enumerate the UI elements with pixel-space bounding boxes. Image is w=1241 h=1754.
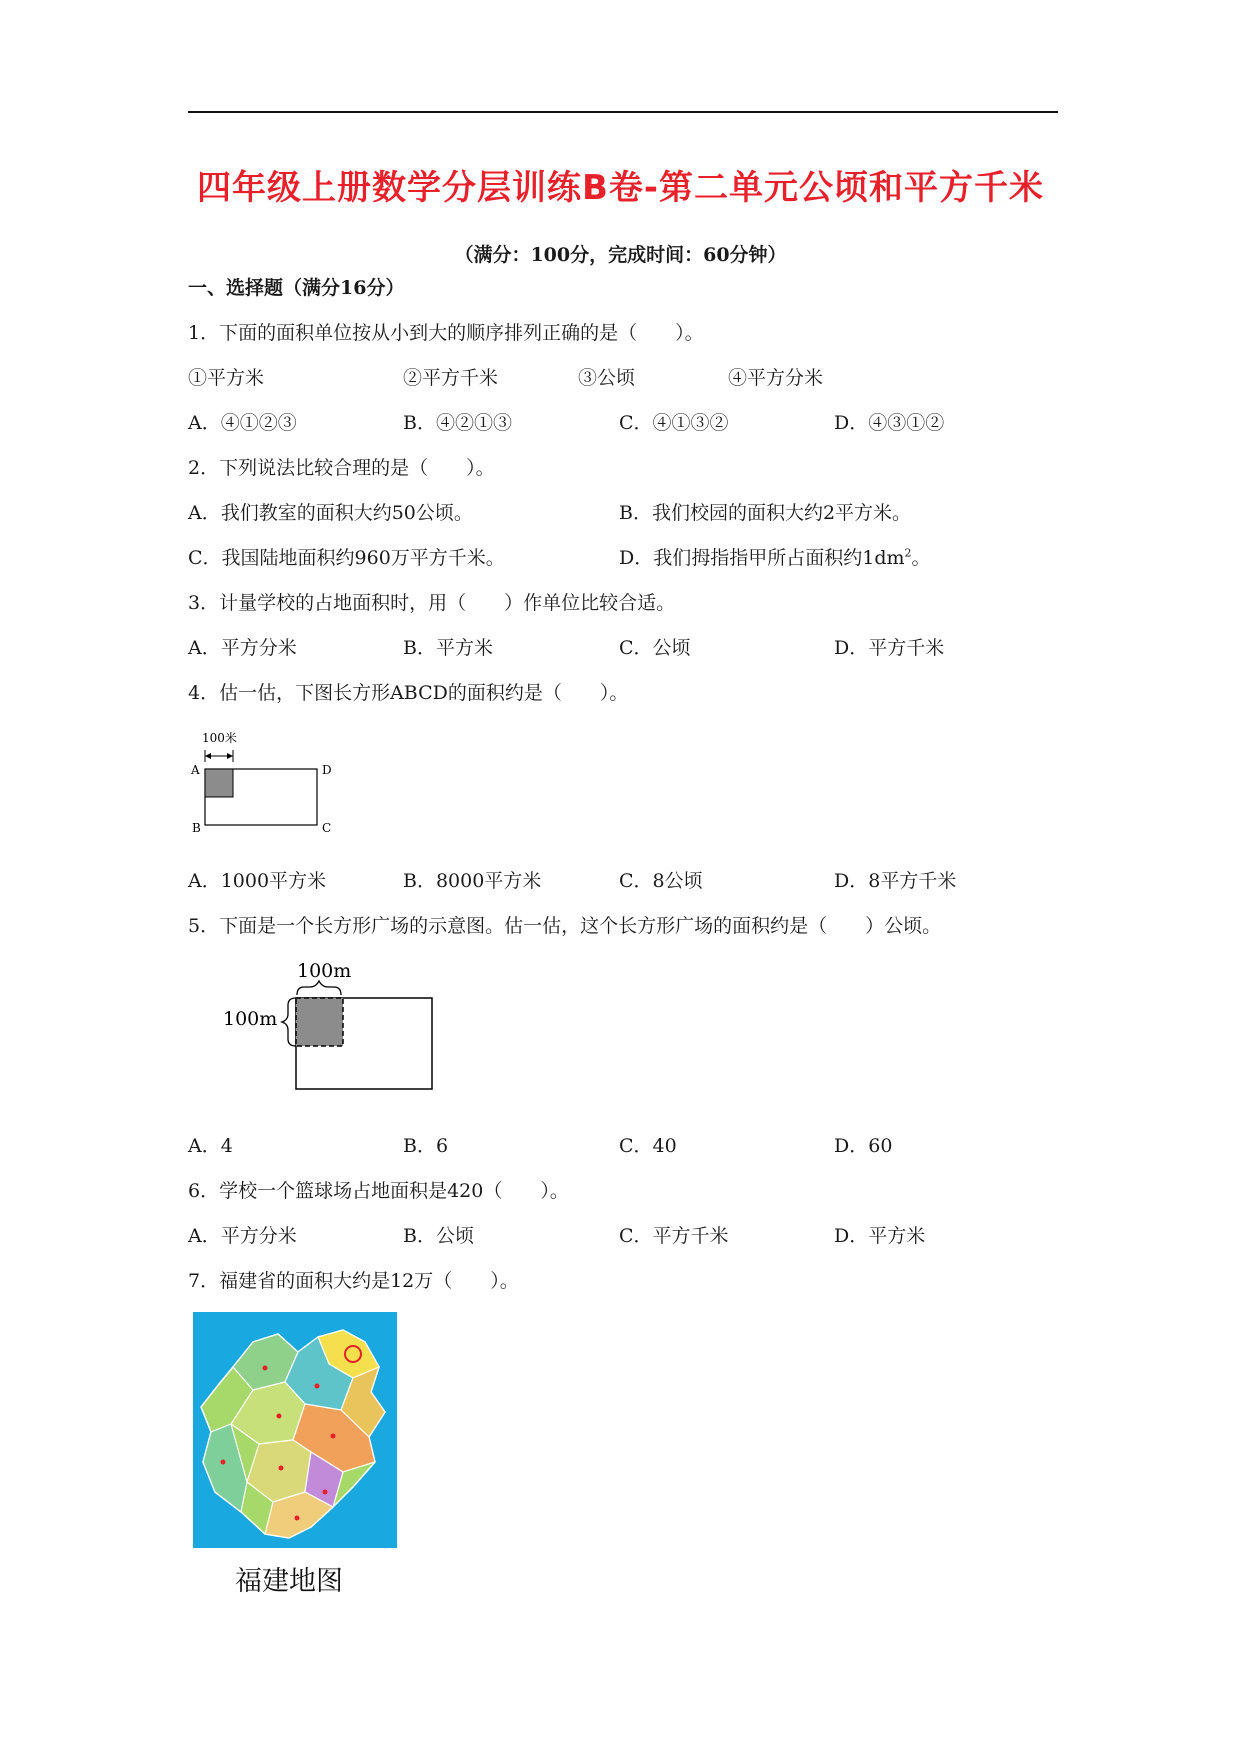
q1-item-1: ①平方米 [188, 367, 265, 389]
page-subtitle: （满分：100分，完成时间：60分钟） [454, 244, 787, 266]
corner-c: C [322, 821, 332, 835]
q4-option-d[interactable]: D．8平方千米 [834, 870, 957, 892]
q4-option-b[interactable]: B．8000平方米 [403, 870, 542, 892]
q2-option-d-end: 。 [911, 547, 931, 569]
scale-label: 100米 [202, 731, 237, 745]
q5-option-b[interactable]: B．6 [403, 1135, 449, 1157]
shaded-square [205, 769, 233, 797]
q2-option-d[interactable] [619, 543, 931, 570]
q1-item-3: ③公顷 [578, 367, 636, 389]
q2-option-a[interactable]: A．我们教室的面积大约50公顷。 [188, 502, 473, 524]
q2-option-d-text: D．我们拇指指甲所占面积约1dm [619, 547, 905, 569]
q6-option-d[interactable]: D．平方米 [834, 1225, 926, 1247]
q1-item-2: ②平方千米 [403, 367, 499, 389]
question-4-stem: 4．估一估，下图长方形ABCD的面积约是（ ）。 [188, 682, 629, 704]
question-3-stem: 3．计量学校的占地面积时，用（ ）作单位比较合适。 [188, 592, 676, 614]
q3-option-d[interactable]: D．平方千米 [834, 637, 945, 659]
q3-option-b[interactable]: B．平方米 [403, 637, 493, 659]
q6-option-a[interactable]: A．平方分米 [188, 1225, 297, 1247]
map-caption: 福建地图 [235, 1566, 343, 1597]
q3-option-a[interactable]: A．平方分米 [188, 637, 297, 659]
q5-option-c[interactable]: C．40 [619, 1135, 677, 1157]
hectare-square [296, 998, 343, 1046]
scale-arrow-right-head [227, 753, 233, 759]
q5-option-d[interactable]: D．60 [834, 1135, 893, 1157]
q1-option-c[interactable]: C．④①③② [619, 412, 729, 434]
corner-a: A [191, 763, 200, 777]
rectangle-abcd-figure [188, 728, 338, 838]
q4-option-c[interactable]: C．8公顷 [619, 870, 703, 892]
q6-option-b[interactable]: B．公顷 [403, 1225, 474, 1247]
q1-option-b[interactable]: B．④②①③ [403, 412, 512, 434]
header-rule [188, 111, 1058, 113]
square-plaza-figure [220, 955, 440, 1105]
q6-option-c[interactable]: C．平方千米 [619, 1225, 729, 1247]
q1-item-4: ④平方分米 [728, 367, 824, 389]
question-6-stem: 6．学校一个篮球场占地面积是420（ ）。 [188, 1180, 569, 1202]
question-2-stem: 2．下列说法比较合理的是（ ）。 [188, 457, 495, 479]
q2-option-b[interactable]: B．我们校园的面积大约2平方米。 [619, 502, 912, 524]
q2-option-d-superscript: 2 [904, 546, 912, 560]
q5-option-a[interactable]: A．4 [188, 1135, 233, 1157]
top-length-label: 100m [297, 960, 352, 982]
scale-arrow-left-head [205, 753, 211, 759]
section-heading: 一、选择题（满分16分） [188, 277, 405, 299]
q3-option-c[interactable]: C．公顷 [619, 637, 691, 659]
corner-d: D [322, 763, 332, 777]
side-brace [282, 998, 296, 1046]
question-1-stem: 1．下面的面积单位按从小到大的顺序排列正确的是（ ）。 [188, 322, 704, 344]
fujian-map-figure [193, 1312, 398, 1602]
q2-option-c[interactable]: C．我国陆地面积约960万平方千米。 [188, 547, 505, 569]
question-7-stem: 7．福建省的面积大约是12万（ ）。 [188, 1270, 519, 1292]
q1-option-a[interactable]: A．④①②③ [188, 412, 297, 434]
top-brace [297, 981, 341, 995]
page-title: 四年级上册数学分层训练B卷-第二单元公顷和平方千米 [196, 168, 1045, 208]
side-length-label: 100m [223, 1008, 278, 1030]
question-5-stem: 5．下面是一个长方形广场的示意图。估一估，这个长方形广场的面积约是（ ）公顷。 [188, 915, 942, 937]
corner-b: B [192, 821, 201, 835]
q1-option-d[interactable]: D．④③①② [834, 412, 945, 434]
q4-option-a[interactable]: A．1000平方米 [188, 870, 327, 892]
